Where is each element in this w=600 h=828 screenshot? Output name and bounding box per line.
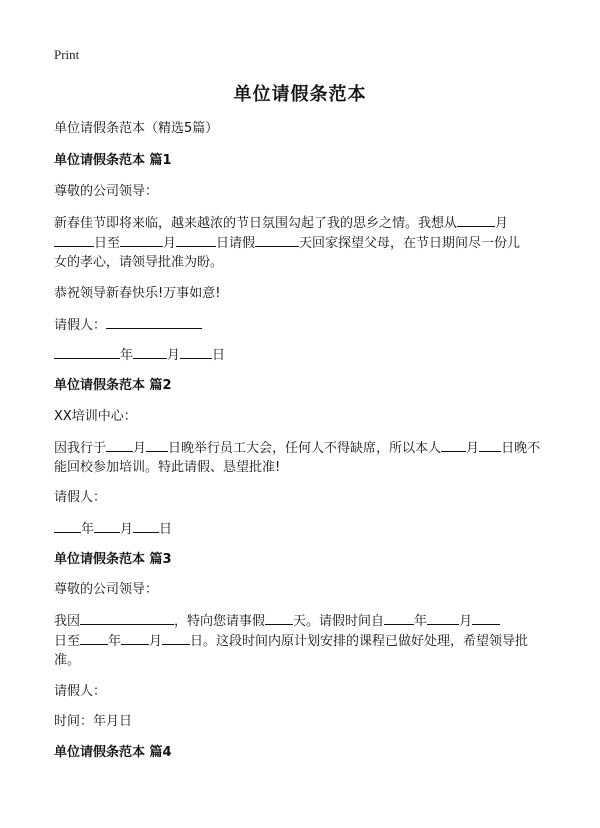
section-3-heading: 单位请假条范本 篇3	[54, 552, 172, 567]
section-3-applicant: 请假人：	[54, 684, 107, 699]
print-link[interactable]: Print	[54, 47, 80, 62]
section-2-body-line-2: 能回校参加培训。特此请假、恳望批准!	[54, 460, 281, 475]
section-1-body-line-1: 新春佳节即将来临，越来越浓的节日氛围勾起了我的思乡之情。我想从 月	[54, 212, 508, 234]
section-4-heading: 单位请假条范本 篇4	[54, 745, 172, 760]
section-2-date: 年 月 日	[54, 518, 172, 540]
page-title: 单位请假条范本	[233, 84, 367, 105]
section-1-greeting: 恭祝领导新春快乐!万事如意!	[54, 286, 221, 301]
subtitle: 单位请假条范本（精选5篇）	[54, 121, 219, 136]
section-2-salutation: XX培训中心：	[54, 409, 137, 424]
section-3-body-line-3: 准。	[54, 653, 81, 668]
section-1-salutation: 尊敬的公司领导：	[54, 184, 159, 199]
section-3-time: 时间：年月日	[54, 714, 133, 729]
section-2-applicant: 请假人：	[54, 490, 107, 505]
section-1-body-line-3: 女的孝心，请领导批准为盼。	[54, 255, 224, 270]
section-1-applicant: 请假人：	[54, 314, 202, 336]
section-2-heading: 单位请假条范本 篇2	[54, 378, 172, 393]
section-1-heading: 单位请假条范本 篇1	[54, 153, 172, 168]
section-1-date: 年 月 日	[54, 344, 225, 366]
section-3-body-line-2: 日至 年 月 日。这段时间内原计划安排的课程已做好处理，希望领导批	[54, 630, 528, 652]
section-1-body-line-2: 日至 月 日请假 天回家探望父母，在节日期间尽一份儿	[54, 232, 520, 254]
section-3-body-line-1: 我因 ，特向您请事假 天。请假时间自 年 月	[54, 610, 500, 632]
section-2-body-line-1: 因我行于 月 日晚举行员工大会，任何人不得缺席，所以本人 月 日晚不	[54, 437, 540, 459]
section-3-salutation: 尊敬的公司领导：	[54, 582, 159, 597]
